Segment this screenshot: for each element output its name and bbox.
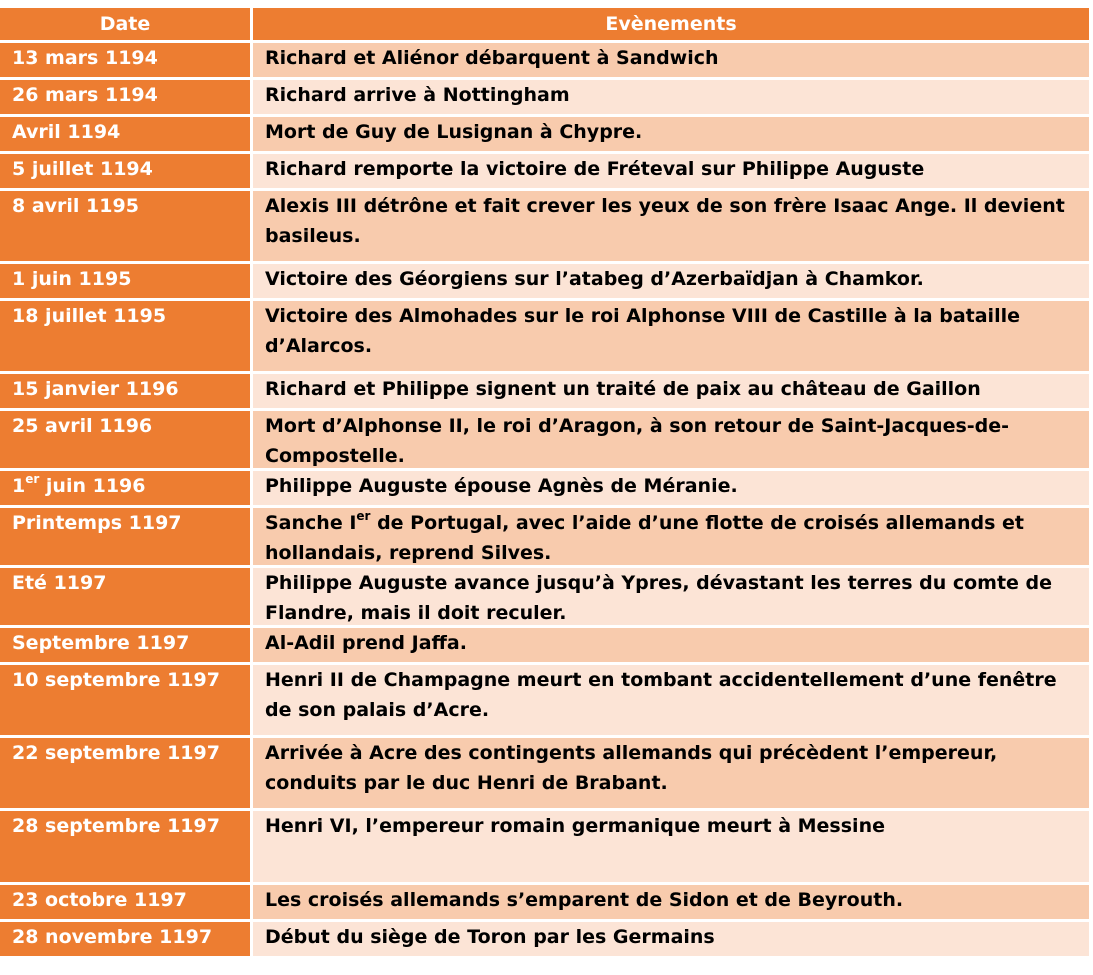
date-cell: 28 septembre 1197 bbox=[0, 811, 250, 882]
event-cell: Richard remporte la victoire de Fréteval sur Philippe Auguste bbox=[253, 154, 1089, 188]
date-cell: Eté 1197 bbox=[0, 568, 250, 625]
table-row bbox=[0, 811, 1089, 885]
event-cell: Richard et Philippe signent un traité de paix au château de Gaillon bbox=[253, 374, 1089, 408]
date-cell: 18 juillet 1195 bbox=[0, 301, 250, 371]
header-events: Evènements bbox=[253, 8, 1089, 40]
date-sup: er bbox=[25, 471, 40, 486]
table-row bbox=[0, 264, 1089, 301]
event-main: Sanche I bbox=[265, 512, 357, 534]
table-row bbox=[0, 922, 1089, 959]
header-date: Date bbox=[0, 8, 250, 40]
table-row bbox=[0, 80, 1089, 117]
date-cell: 8 avril 1195 bbox=[0, 191, 250, 261]
table-row bbox=[0, 885, 1089, 922]
event-cell: Henri II de Champagne meurt en tombant accidentellement d’une fenêtre de son palais d’Acre. bbox=[253, 665, 1089, 735]
date-cell bbox=[0, 471, 250, 505]
date-cell: 10 septembre 1197 bbox=[0, 665, 250, 735]
date-cell: 22 septembre 1197 bbox=[0, 738, 250, 808]
date-cell: 15 janvier 1196 bbox=[0, 374, 250, 408]
table-row bbox=[0, 628, 1089, 665]
event-sup: er bbox=[356, 508, 371, 523]
table-row bbox=[0, 508, 1089, 568]
date-cell: Printemps 1197 bbox=[0, 508, 250, 565]
date-rest: juin 1196 bbox=[39, 475, 146, 497]
table-row bbox=[0, 411, 1089, 471]
date-cell: 1 juin 1195 bbox=[0, 264, 250, 298]
event-cell: Philippe Auguste épouse Agnès de Méranie. bbox=[253, 471, 1089, 505]
table-row bbox=[0, 568, 1089, 628]
table-row bbox=[0, 374, 1089, 411]
event-cell: Arrivée à Acre des contingents allemands qui précèdent l’empereur, conduits par le duc Henri de Brabant. bbox=[253, 738, 1089, 808]
date-cell: 5 juillet 1194 bbox=[0, 154, 250, 188]
table-header-row bbox=[0, 8, 1089, 43]
date-cell: Avril 1194 bbox=[0, 117, 250, 151]
event-cell: Al-Adil prend Jaffa. bbox=[253, 628, 1089, 662]
table-row bbox=[0, 154, 1089, 191]
date-cell: 28 novembre 1197 bbox=[0, 922, 250, 956]
event-cell: Mort de Guy de Lusignan à Chypre. bbox=[253, 117, 1089, 151]
date-cell: 13 mars 1194 bbox=[0, 43, 250, 77]
event-cell: Mort d’Alphonse II, le roi d’Aragon, à son retour de Saint-Jacques-de-Compostelle. bbox=[253, 411, 1089, 468]
date-cell: Septembre 1197 bbox=[0, 628, 250, 662]
date-cell: 26 mars 1194 bbox=[0, 80, 250, 114]
event-cell: Début du siège de Toron par les Germains bbox=[253, 922, 1089, 956]
date-cell: 23 octobre 1197 bbox=[0, 885, 250, 919]
event-cell: Henri VI, l’empereur romain germanique meurt à Messine bbox=[253, 811, 1089, 882]
event-cell: Philippe Auguste avance jusqu’à Ypres, dévastant les terres du comte de Flandre, mais il doit reculer. bbox=[253, 568, 1089, 625]
table-row bbox=[0, 43, 1089, 80]
event-rest: de Portugal, avec l’aide d’une flotte de croisés allemands et hollandais, reprend Silves. bbox=[265, 512, 1025, 564]
event-cell: Victoire des Almohades sur le roi Alphonse VIII de Castille à la bataille d’Alarcos. bbox=[253, 301, 1089, 371]
timeline-table bbox=[0, 8, 1089, 959]
event-cell bbox=[253, 508, 1089, 565]
event-cell: Alexis III détrône et fait crever les yeux de son frère Isaac Ange. Il devient basileus. bbox=[253, 191, 1089, 261]
table-row bbox=[0, 301, 1089, 374]
table-row bbox=[0, 471, 1089, 508]
event-cell: Les croisés allemands s’emparent de Sidon et de Beyrouth. bbox=[253, 885, 1089, 919]
event-cell: Victoire des Géorgiens sur l’atabeg d’Azerbaïdjan à Chamkor. bbox=[253, 264, 1089, 298]
table-row bbox=[0, 665, 1089, 738]
table-row bbox=[0, 191, 1089, 264]
date-main: 1 bbox=[12, 475, 26, 497]
table-row bbox=[0, 117, 1089, 154]
event-cell: Richard arrive à Nottingham bbox=[253, 80, 1089, 114]
date-cell: 25 avril 1196 bbox=[0, 411, 250, 468]
table-row bbox=[0, 738, 1089, 811]
event-cell: Richard et Aliénor débarquent à Sandwich bbox=[253, 43, 1089, 77]
